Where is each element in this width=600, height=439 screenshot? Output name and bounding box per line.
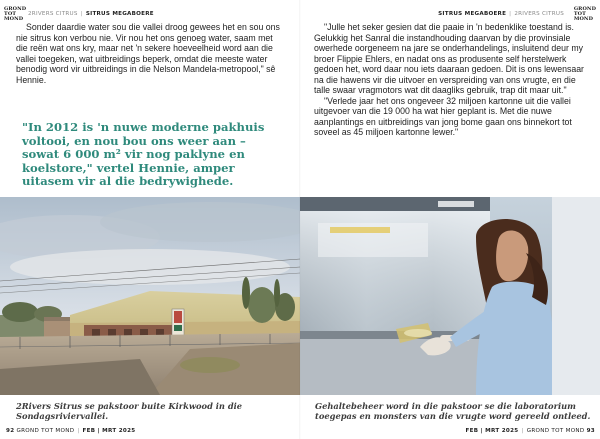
- body-paragraph: Sonder daardie water sou die vallei droog gewees het en sou ons nie sitrus kon verbou nie. Vir nou het ons genoeg water, saam met die reën wat ons kry, maar net 'n sekere hoeveelheid word aan die vallei toegeken, wat uitbreidings beperk, omdat die meeste water benodig word vir uitbreidings in die Nelson Mandela-metropool," sê Hennie.: [16, 22, 280, 85]
- page-number: 92: [6, 428, 15, 434]
- page-footer: [466, 428, 596, 434]
- footer-separator: |: [521, 428, 524, 434]
- laboratory-photo: [300, 197, 600, 395]
- magazine-name: GROND TOT MOND: [526, 428, 585, 434]
- right-page: [300, 0, 600, 439]
- running-head: [28, 11, 154, 17]
- body-paragraph: "Julle het seker gesien dat die paaie in 'n bedenklike toestand is. Gelukkig het Sanral die instandhouding daarvan by die provinsiale owerhede oorgeneem na jare se onderhandelings, insluitend deur my broer Flippie Ehlers, en nadat ons as produsente self herstelwerk gedoen het, word daar nou iets daaraan gedoen. Dit is ons lewensaar na die hawens vir die uitvoer en verspreiding van ons vrugte, en die talle swaar vragmotors wat dit daagliks gebruik, trap dit maar uit.": [314, 22, 584, 96]
- logo-line-1: GROND: [573, 6, 596, 12]
- running-head-section: 2RIVERS CITRUS: [514, 11, 564, 17]
- logo-line-1: GROND: [4, 6, 27, 12]
- magazine-logo: [574, 7, 596, 22]
- pull-quote: "In 2012 is 'n nuwe moderne pakhuis voltooi, en nou bou ons weer aan – sowat 6 000 m² vir nog paklyne en koelstore," vertel Hennie, amper uitasem vir al die bedrywighede.: [22, 120, 265, 188]
- spread-gutter: [299, 0, 301, 439]
- magazine-logo: [4, 7, 26, 22]
- running-head-separator: |: [80, 11, 83, 17]
- logo-line-2: TOT: [573, 11, 586, 17]
- issue-date: FEB | MRT 2025: [465, 428, 519, 434]
- running-head-title: SITRUS MEGABOERE: [85, 11, 154, 17]
- running-head-section: 2RIVERS CITRUS: [28, 11, 78, 17]
- photo-caption: Gehaltebeheer word in die pakstoor se die laboratorium toegepas en monsters van die vrugte word gereeld ontleed.: [315, 401, 591, 421]
- logo-line-3: MOND: [4, 16, 24, 22]
- laboratory-photo-illustration: [300, 197, 600, 395]
- running-head-separator: |: [509, 11, 512, 17]
- logo-line-2: TOT: [4, 11, 17, 17]
- body-paragraph: "Verlede jaar het ons ongeveer 32 miljoen kartonne uit die vallei uitgevoer van die 19 000 ha wat hier geplant is. Met die nuwe aanplantings en uitbreidings van jong bome gaan ons binnekort tot soveel as 45 miljoen kartonne lewer.": [314, 95, 572, 138]
- packhouse-photo: [0, 197, 300, 395]
- magazine-name: GROND TOT MOND: [16, 428, 75, 434]
- footer-separator: |: [77, 428, 80, 434]
- logo-line-3: MOND: [573, 16, 594, 22]
- article-body: [314, 22, 584, 138]
- packhouse-photo-illustration: [0, 197, 300, 395]
- page-number: 93: [586, 428, 595, 434]
- running-head: [438, 11, 564, 17]
- page-footer: [6, 428, 136, 434]
- photo-caption: 2Rivers Sitrus se pakstoor buite Kirkwood in die Sondagsriviervallei.: [16, 401, 243, 421]
- running-head-title: SITRUS MEGABOERE: [438, 11, 507, 17]
- issue-date: FEB | MRT 2025: [82, 428, 136, 434]
- article-body: [16, 22, 286, 85]
